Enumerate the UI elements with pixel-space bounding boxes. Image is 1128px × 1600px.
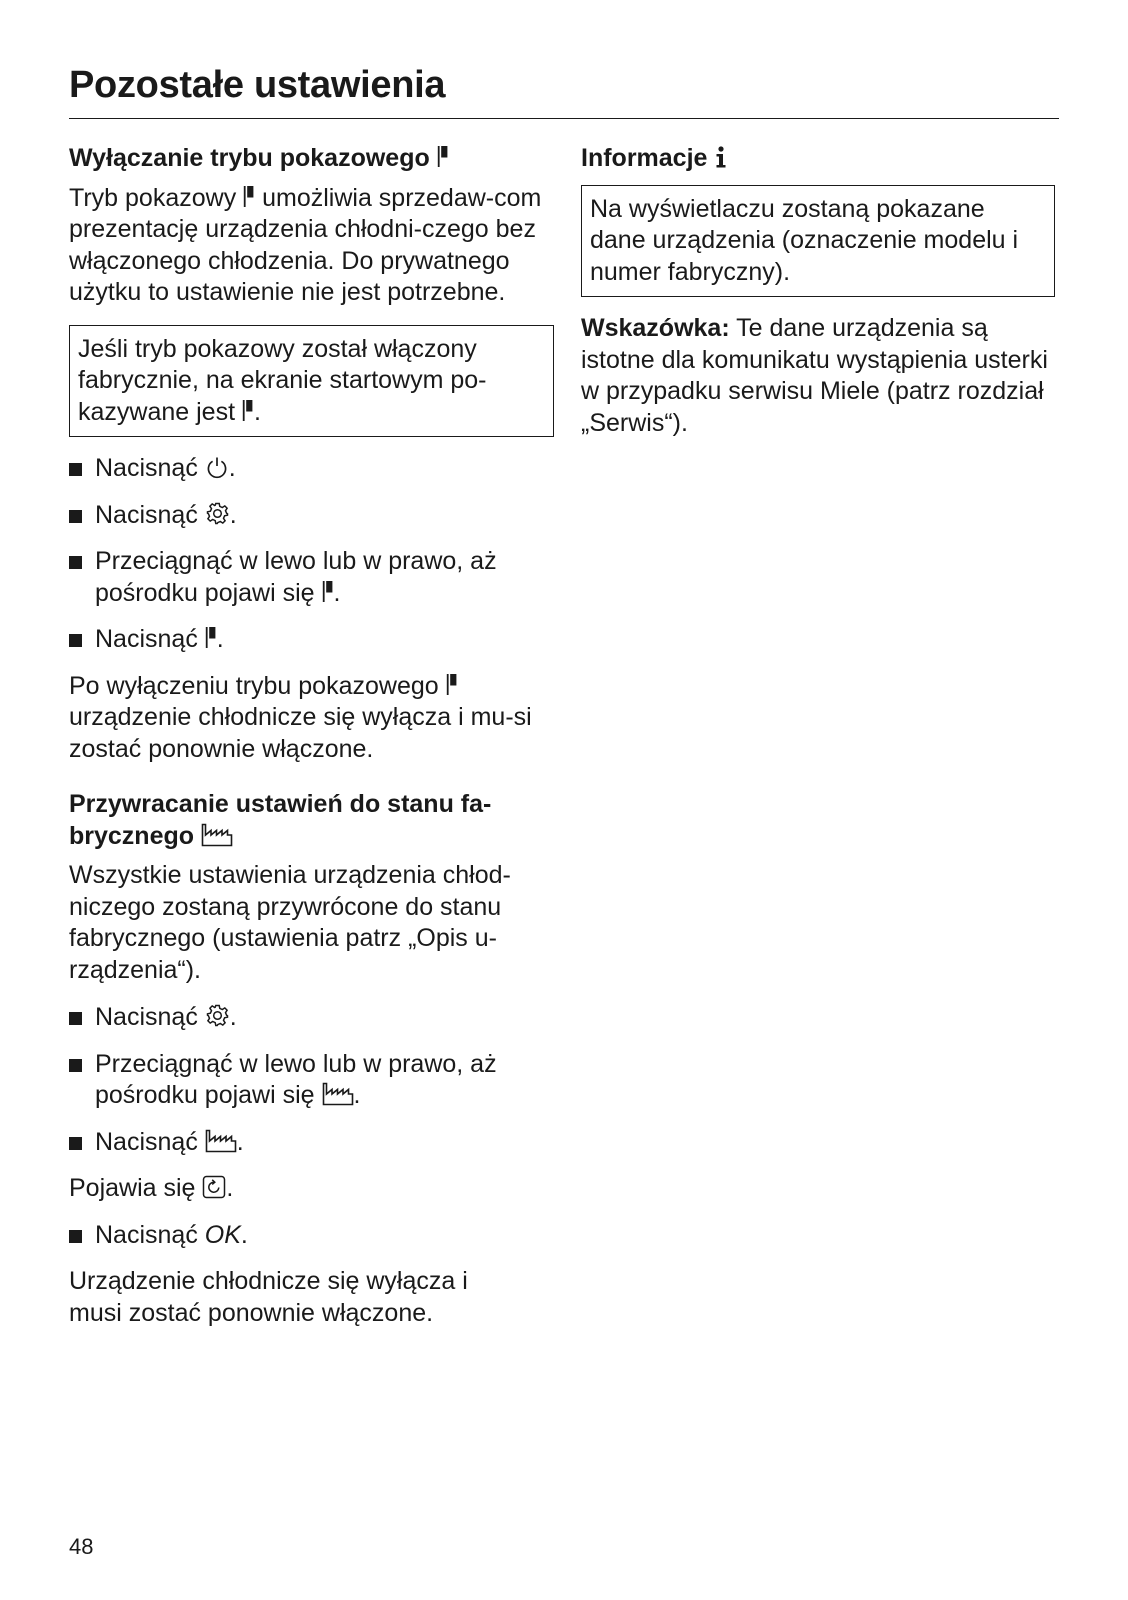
- ok-key-label: OK: [204, 1220, 241, 1249]
- demo-mode-note-box: [69, 325, 554, 438]
- factory-reset-heading-text: Przywracanie ustawień do stanu fa-brycznego: [69, 790, 492, 850]
- demo-mode-icon: [243, 185, 255, 209]
- reset-step-ok: [69, 1220, 554, 1252]
- demo-after-end: urządzenie chłodnicze się wyłącza i mu-si zostać ponownie włączone.: [69, 703, 532, 763]
- reset-step-2-text: Przeciągnąć w lewo lub w prawo, aż pośrodku pojawi się: [95, 1049, 497, 1109]
- reset-step-2: [69, 1049, 554, 1112]
- factory-icon: [205, 1129, 237, 1153]
- demo-step-3-text: Przeciągnąć w lewo lub w prawo, aż pośrodku pojawi się: [95, 547, 497, 607]
- hint-label: Wskazówka:: [581, 314, 730, 342]
- reset-appears-text: [69, 1173, 554, 1205]
- step-bullet: [69, 1059, 82, 1072]
- right-column: [581, 143, 1065, 439]
- reset-step-3-text: Nacisnąć: [95, 1127, 198, 1156]
- factory-reset-intro: Wszystkie ustawienia urządzenia chłod-niczego zostaną przywrócone do stanu fabrycznego (ustawienia patrz „Opis u-rządzenia“).: [69, 861, 511, 984]
- reset-step-3: [69, 1127, 554, 1159]
- reset-appears-end: .: [226, 1174, 234, 1202]
- reset-confirm-icon: [202, 1175, 226, 1199]
- factory-icon: [201, 823, 233, 847]
- demo-mode-section: [69, 143, 554, 765]
- demo-mode-after-text: [69, 671, 554, 766]
- demo-step-2-text: Nacisnąć: [95, 500, 198, 529]
- page-number: 48: [69, 1534, 94, 1559]
- demo-intro-start: Tryb pokazowy: [69, 183, 237, 212]
- page-title: Pozostałe ustawienia: [69, 64, 446, 106]
- demo-note-text: Jeśli tryb pokazowy został włączony fabrycznie, na ekranie startowym po-kazywane jest: [78, 334, 487, 426]
- reset-step-1: [69, 1002, 554, 1034]
- demo-intro-end: umożliwia sprzedaw-com prezentację urządzenia chłodni-czego bez włączonego chłodzenia. Do prywatnego użytku to ustawienie nie jest potrzebne.: [69, 183, 542, 306]
- settings-gear-icon: [205, 501, 230, 526]
- demo-step-3-end: .: [333, 578, 341, 607]
- demo-step-4-end: .: [216, 625, 224, 653]
- step-bullet: [69, 510, 82, 523]
- demo-mode-heading-text: Wyłączanie trybu pokazowego: [69, 144, 430, 172]
- step-bullet: [69, 463, 82, 476]
- step-bullet: [69, 1137, 82, 1150]
- demo-after-start: Po wyłączeniu trybu pokazowego: [69, 671, 439, 700]
- demo-mode-icon: [437, 145, 449, 169]
- demo-step-2-end: .: [229, 500, 237, 529]
- reset-step-2-end: .: [353, 1081, 361, 1109]
- reset-step-3-end: .: [236, 1127, 244, 1156]
- step-bullet: [69, 556, 82, 569]
- demo-step-1-end: .: [228, 454, 236, 482]
- info-hint: [581, 313, 1065, 439]
- factory-reset-section: [69, 789, 554, 1329]
- info-icon: [714, 145, 728, 169]
- hint-text: Te dane urządzenia są istotne dla komunikatu wystąpienia usterki w przypadku serwisu Miele (patrz rozdział „Serwis“).: [581, 314, 1048, 437]
- info-box: Na wyświetlaczu zostaną pokazane dane urządzenia (oznaczenie modelu i numer fabryczny).: [581, 185, 1055, 298]
- demo-mode-intro: [69, 183, 554, 309]
- power-icon: [205, 455, 229, 479]
- demo-mode-icon: [205, 626, 217, 650]
- demo-note-end: .: [253, 397, 261, 426]
- title-divider: [69, 118, 1059, 119]
- reset-appears-start: Pojawia się: [69, 1174, 196, 1202]
- demo-step-1-text: Nacisnąć: [95, 454, 198, 482]
- demo-step-3: [69, 546, 554, 609]
- left-column: [69, 143, 554, 1329]
- demo-mode-icon: [322, 580, 334, 604]
- settings-gear-icon: [205, 1003, 230, 1028]
- reset-step-1-text: Nacisnąć: [95, 1003, 198, 1031]
- reset-closing-text: Urządzenie chłodnicze się wyłącza i musi zostać ponownie włączone.: [69, 1267, 468, 1327]
- step-bullet: [69, 634, 82, 647]
- step-bullet: [69, 1230, 82, 1243]
- info-heading: [581, 143, 1065, 175]
- demo-step-1: [69, 453, 554, 485]
- demo-step-4-text: Nacisnąć: [95, 625, 198, 653]
- demo-mode-icon: [242, 399, 254, 423]
- step-bullet: [69, 1012, 82, 1025]
- demo-mode-icon: [446, 673, 458, 697]
- demo-mode-heading: [69, 143, 554, 175]
- demo-step-4: [69, 624, 554, 656]
- demo-step-2: [69, 500, 554, 532]
- reset-step-ok-end: .: [240, 1220, 248, 1249]
- info-section: [581, 143, 1065, 439]
- factory-icon: [322, 1082, 354, 1106]
- factory-reset-heading: [69, 789, 554, 852]
- info-heading-text: Informacje: [581, 144, 708, 172]
- reset-step-1-end: .: [229, 1003, 237, 1031]
- reset-step-ok-text: Nacisnąć: [95, 1220, 198, 1249]
